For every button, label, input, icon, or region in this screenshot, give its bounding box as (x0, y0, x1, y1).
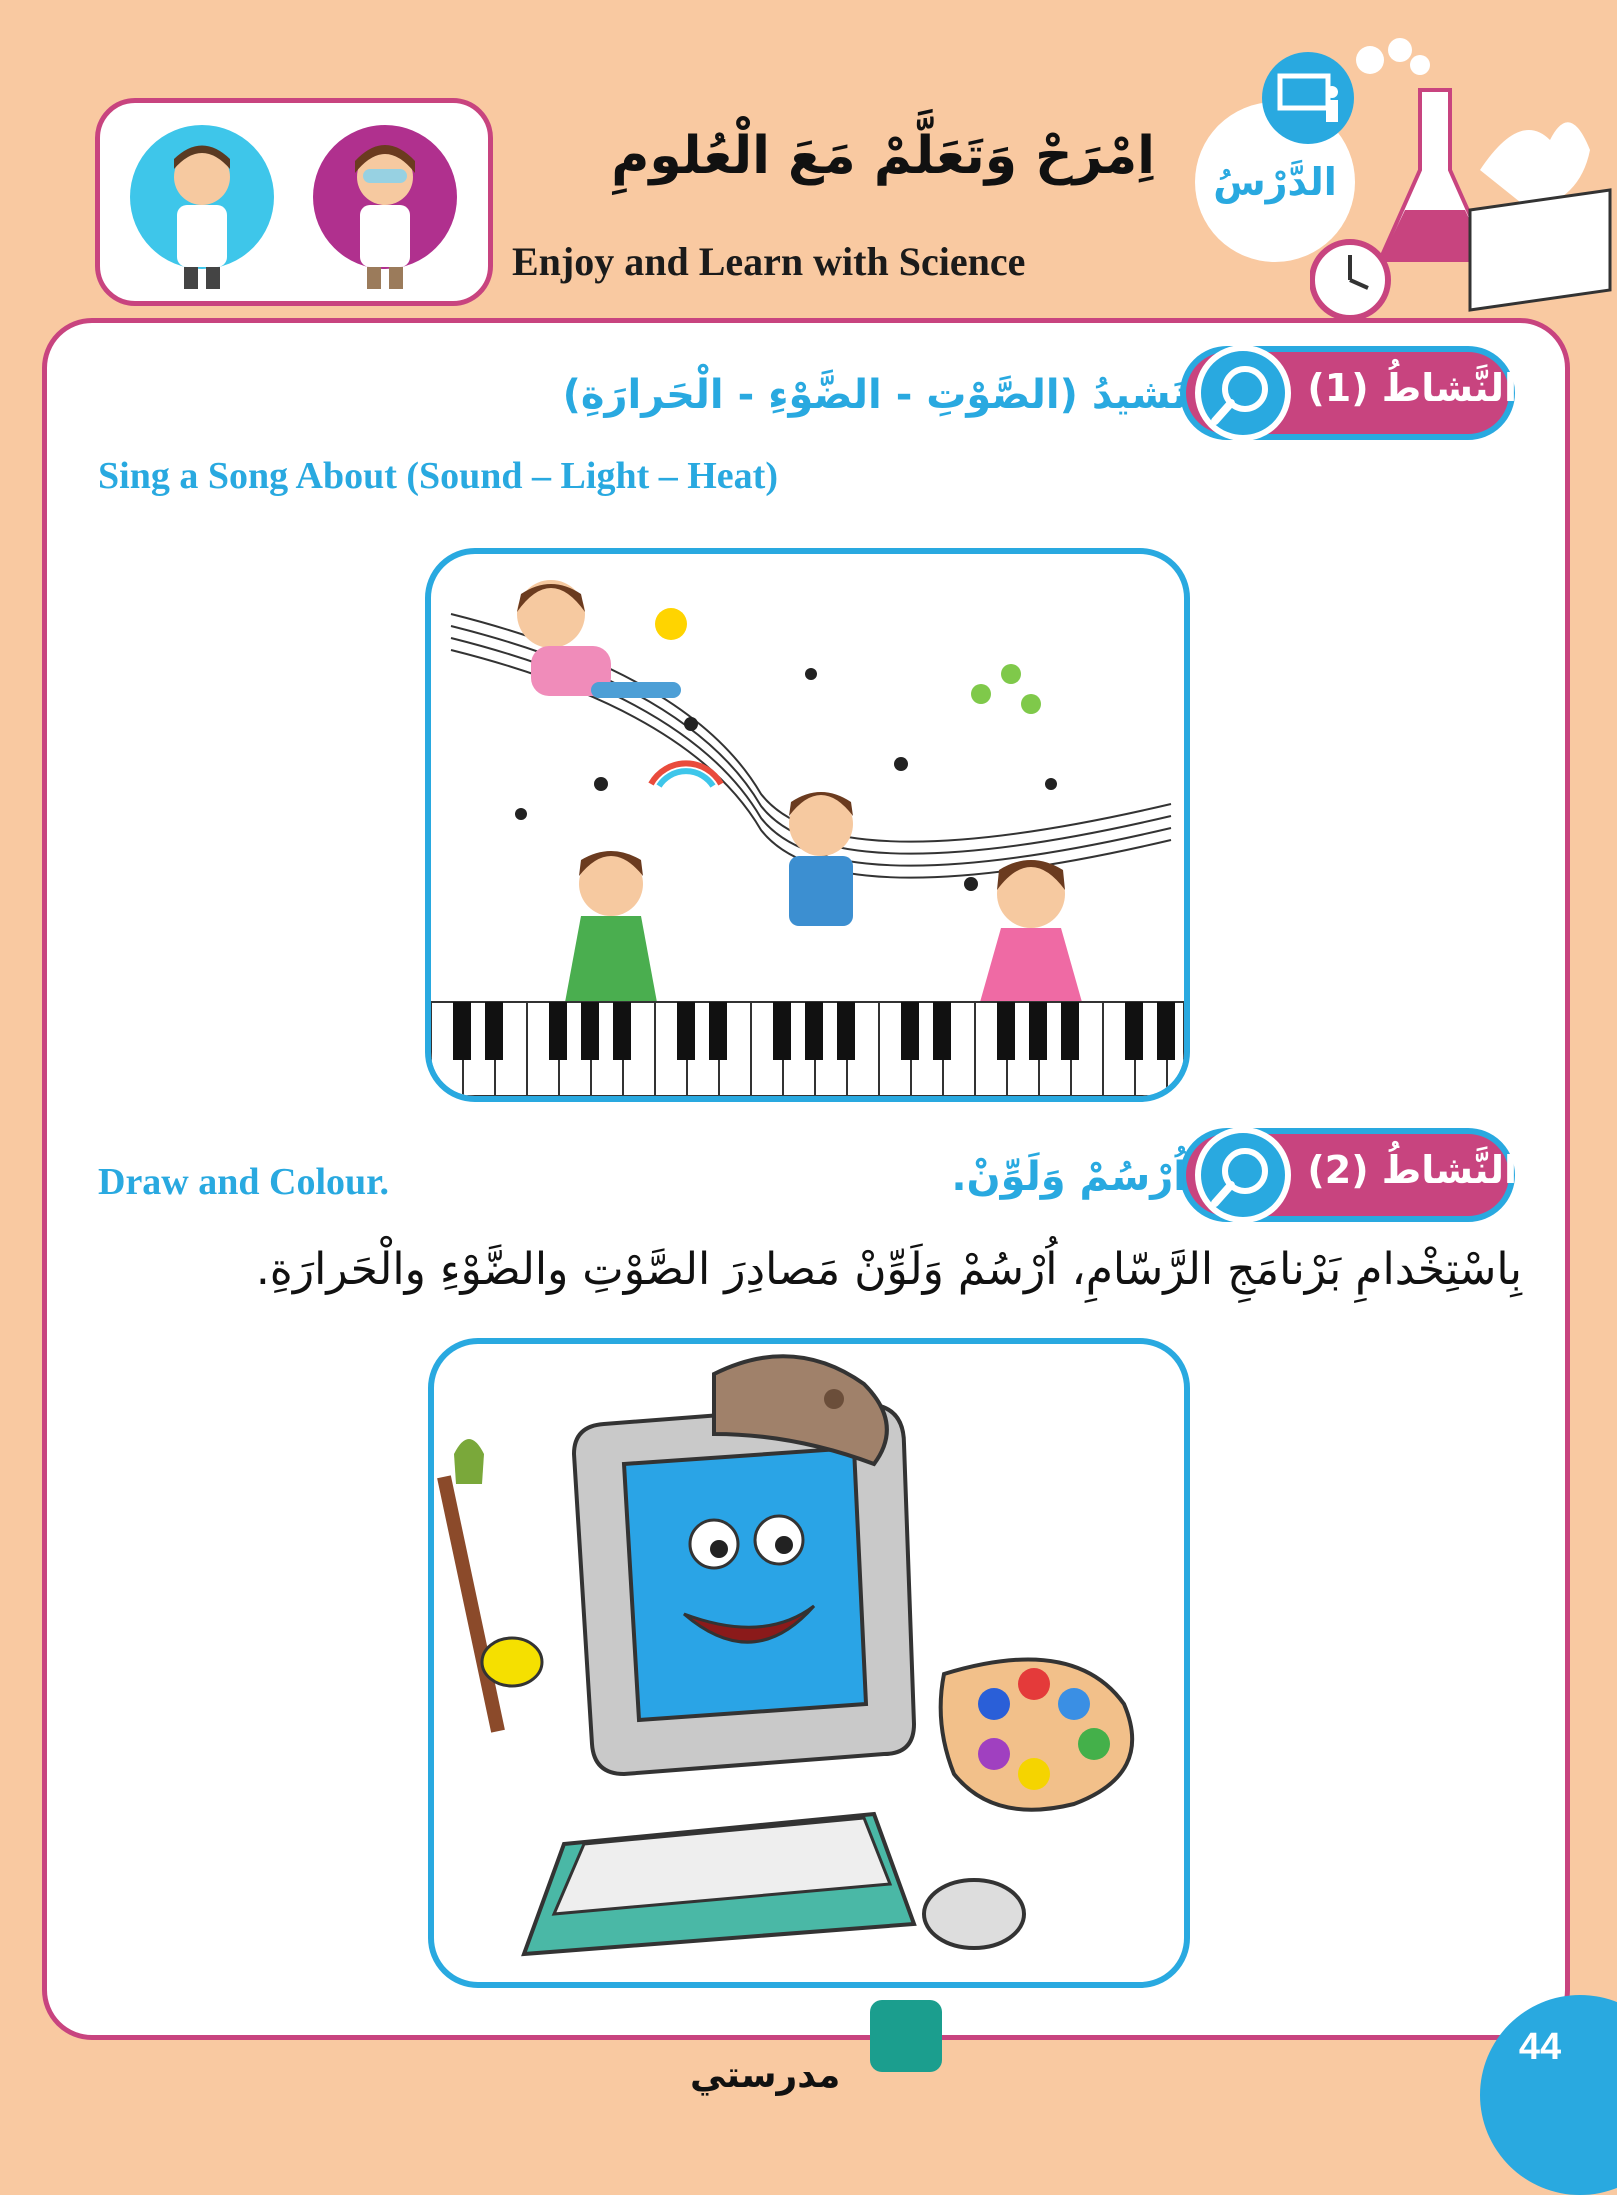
activity1-heading-arabic: نَشيدُ (الصَّوْتِ - الضَّوْءِ - الْحَرارَةِ) (562, 372, 1187, 418)
header-illustration-box (95, 98, 493, 306)
computer-painter-illustration (428, 1338, 1190, 1988)
title-english: Enjoy and Learn with Science (512, 239, 1026, 284)
activity2-heading-arabic: اُرْسُمْ وَلَوِّنْ. (951, 1154, 1187, 1200)
scientist-girl-illustration (305, 117, 465, 292)
title-arabic: اِمْرَحْ وَتَعَلَّمْ مَعَ الْعُلومِ (611, 126, 1155, 186)
music-song-illustration (425, 548, 1190, 1102)
page-number: 44 (1518, 2026, 1562, 2068)
activity2-heading-english: Draw and Colour. (98, 1161, 390, 1203)
whiteboard-icon (1262, 52, 1354, 144)
scientist-boy-illustration (122, 117, 282, 292)
brand-logo-icon (870, 2000, 942, 2072)
brand-name: مدرستي (690, 2055, 841, 2096)
magnifier-icon (1195, 1127, 1291, 1223)
activity2-instruction: بِاسْتِخْدامِ بَرْنامَجِ الرَّسّامِ، اُرْسُمْ وَلَوِّنْ مَصادِرَ الصَّوْتِ والضَّوْءِ والْحَرارَةِ. (255, 1244, 1522, 1295)
activity1-heading-english: Sing a Song About (Sound – Light – Heat) (98, 455, 778, 497)
lesson-decoration (1310, 20, 1617, 320)
magnifier-icon (1195, 345, 1291, 441)
activity2-label: النَّشاطُ (2) (1307, 1148, 1517, 1192)
activity1-label: النَّشاطُ (1) (1307, 366, 1517, 410)
lesson-label: الدَّرْسُ (1213, 160, 1337, 204)
